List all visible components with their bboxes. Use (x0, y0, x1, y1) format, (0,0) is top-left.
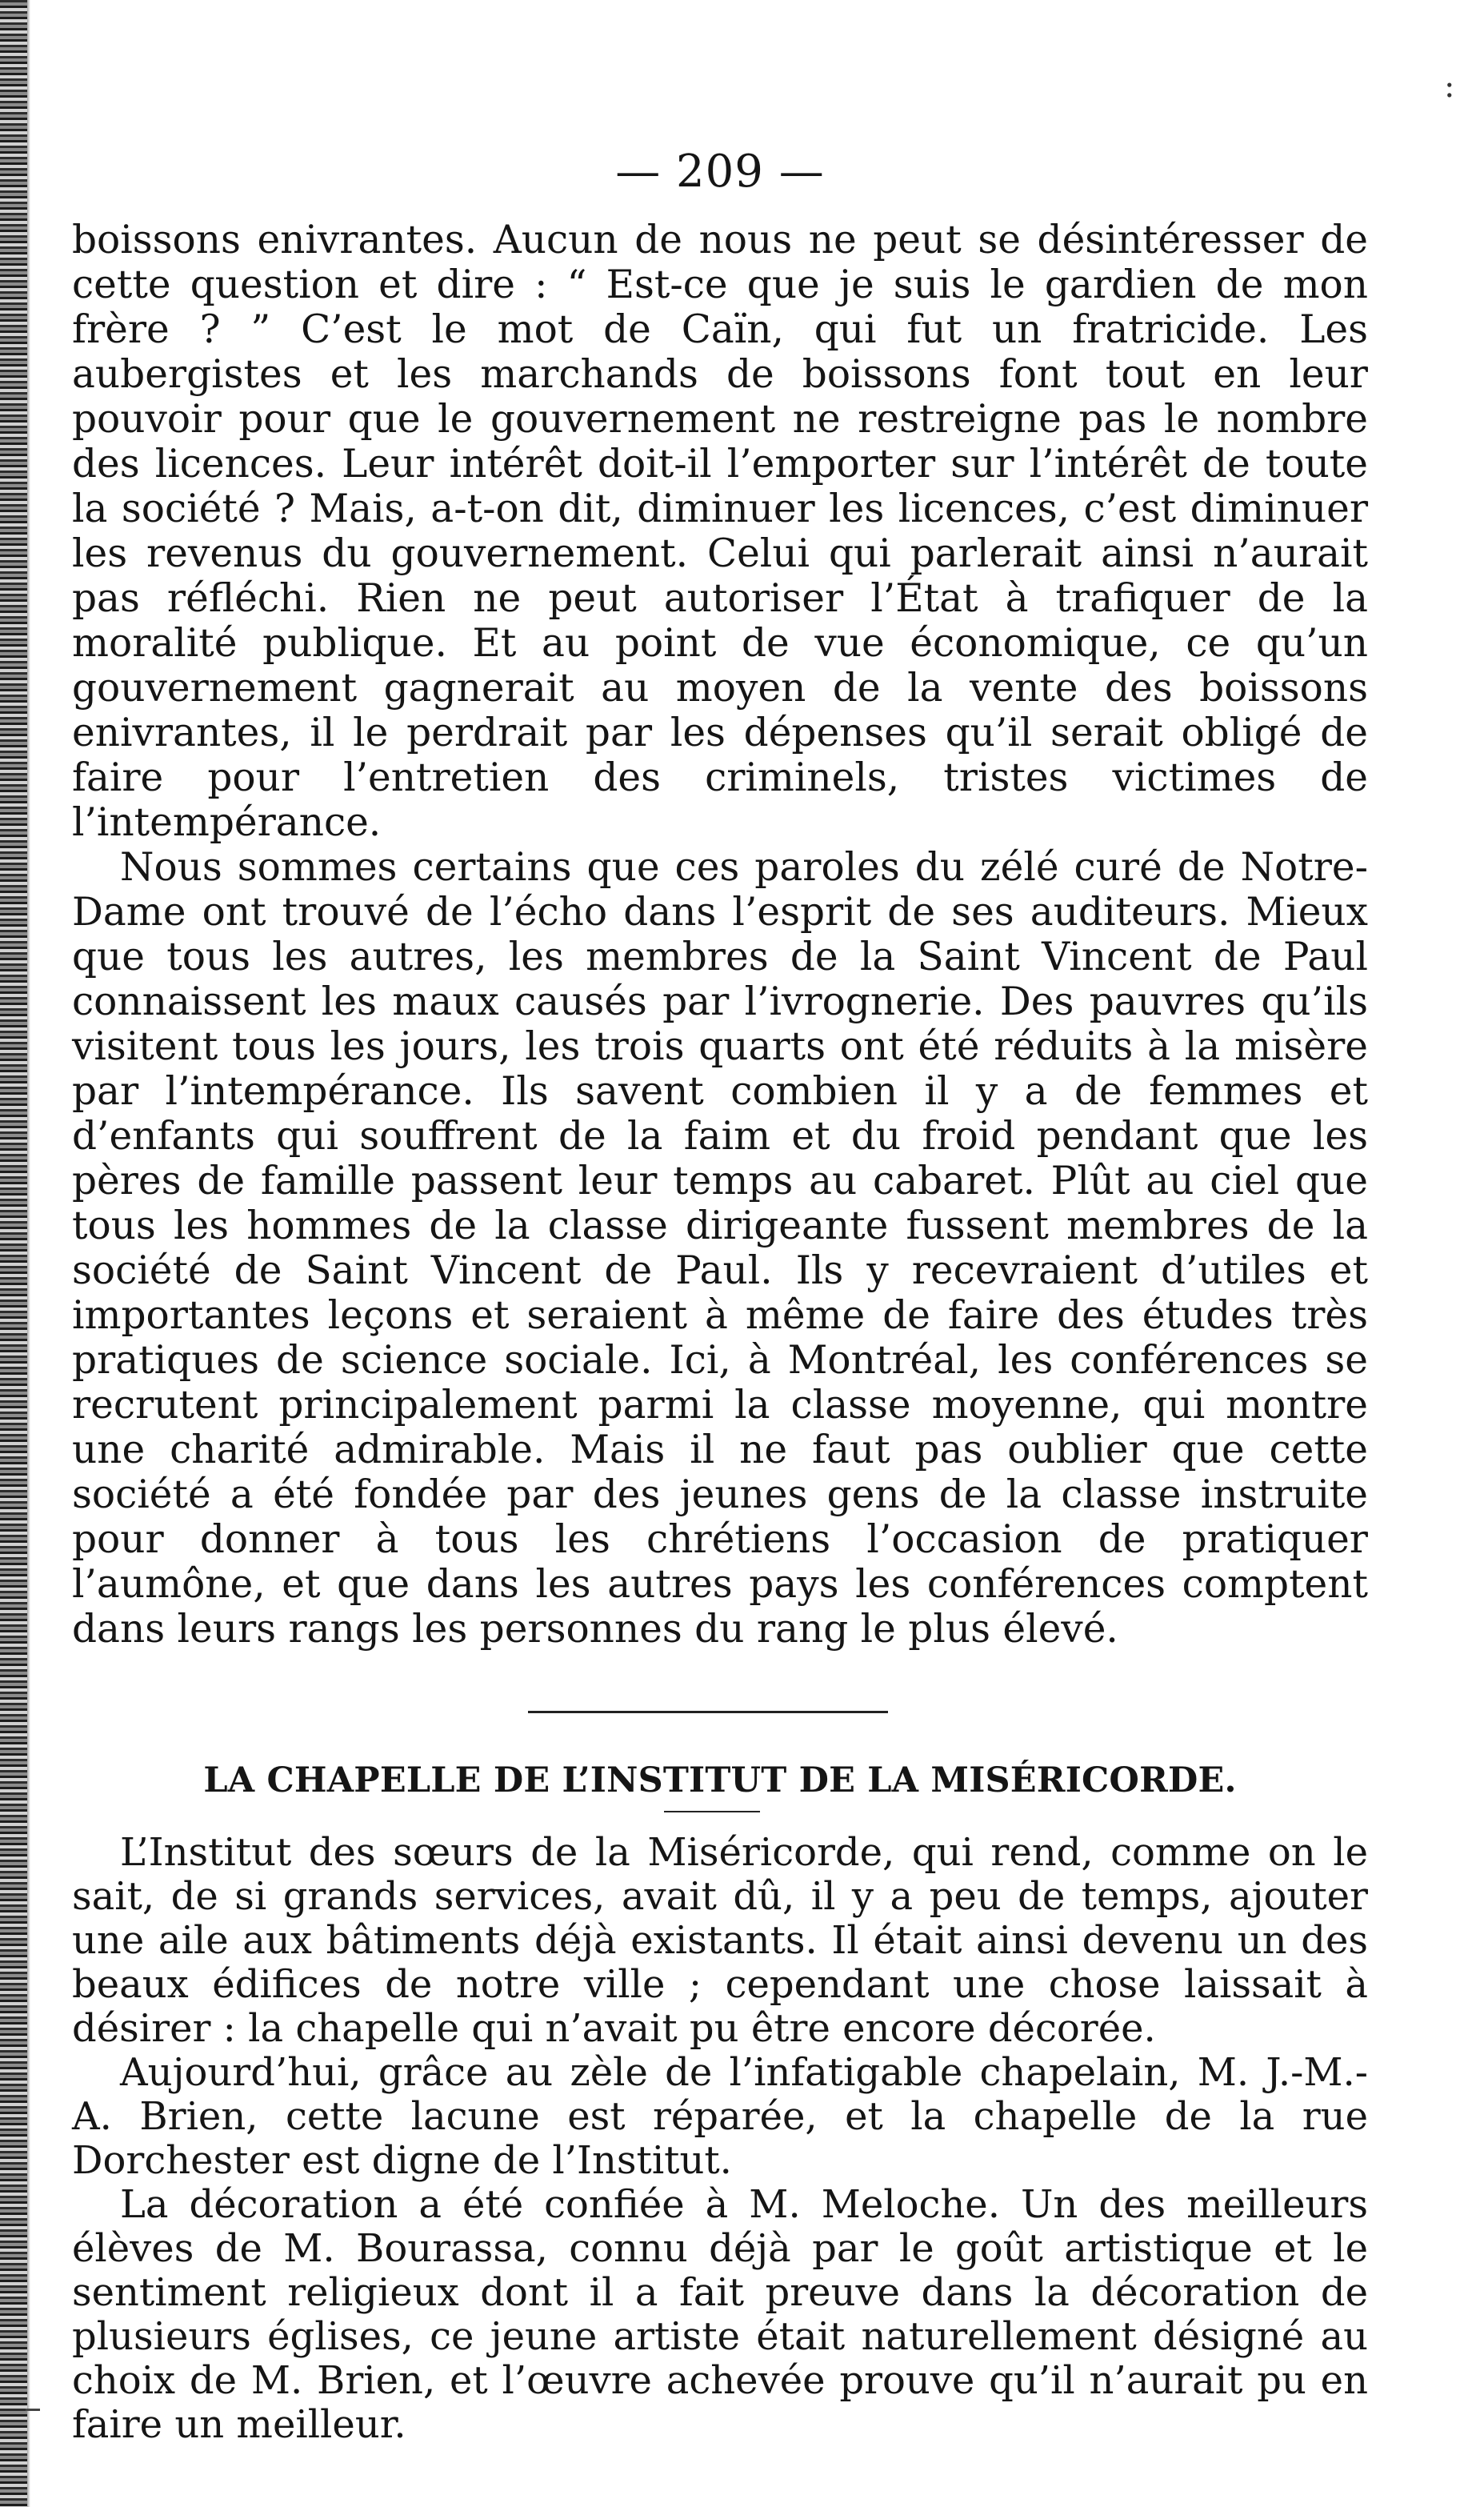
body-text (72, 218, 1368, 1652)
section-paragraph: Aujourd’hui, grâce au zèle de l’infatigable chapelain, M. J.-M.-A. Brien, cette lacune est réparée, et la chapelle de la rue Dorchester est digne de l’Institut. (72, 2050, 1368, 2183)
section-divider (528, 1711, 888, 1713)
body-paragraph: Nous sommes certains que ces paroles du zélé curé de Notre-Dame ont trouvé de l’écho dans l’esprit de ses auditeurs. Mieux que tous les autres, les membres de la Saint Vincent de Paul connaissent les maux causés par l’ivrognerie. Des pauvres qu’ils visitent tous les jours, les trois quarts ont été réduits à la misère par l’intempérance. Ils savent combien il y a de femmes et d’enfants qui souffrent de la faim et du froid pendant que les pères de famille passent leur temps au cabaret. Plût au ciel que tous les hommes de la classe dirigeante fussent membres de la société de Saint Vincent de Paul. Ils y recevraient d’utiles et importantes leçons et seraient à même de faire des études très pratiques de science sociale. Ici, à Montréal, les conférences se recrutent principalement parmi la classe moyenne, qui montre une charité admirable. Mais il ne faut pas oublier que cette société a été fondée par des jeunes gens de la classe instruite pour donner à tous les chrétiens l’occasion de pratiquer l’aumône, et que dans les autres pays les conférences comptent dans leurs rangs les personnes du rang le plus élevé. (72, 845, 1368, 1652)
section-text (72, 1831, 1368, 2447)
edge-tick-mark (26, 2409, 40, 2411)
section-paragraph: La décoration a été confiée à M. Meloche. Un des meilleurs élèves de M. Bourassa, connu déjà par le goût artistique et le sentiment religieux dont il a fait preuve dans la décoration de plusieurs églises, ce jeune artiste était naturellement désigné au choix de M. Brien, et l’œuvre achevée prouve qu’il n’aurait pu en faire un meilleur. (72, 2182, 1368, 2447)
section-title: LA CHAPELLE DE L’INSTITUT DE LA MISÉRICORDE. (203, 1760, 1237, 1800)
document-page (72, 144, 1368, 2449)
margin-mark: : (1444, 68, 1455, 105)
binding-edge-decoration (0, 0, 27, 2507)
title-underline (664, 1811, 760, 1812)
body-paragraph: boissons enivrantes. Aucun de nous ne peut se désintéresser de cette question et dire : “ Est-ce que je suis le gardien de mon frère ? ” C’est le mot de Caïn, qui fut un fratricide. Les aubergistes et les marchands de boissons font tout en leur pouvoir pour que le gouvernement ne restreigne pas le nombre des licences. Leur intérêt doit-il l’emporter sur l’intérêt de toute la société ? Mais, a-t-on dit, diminuer les licences, c’est diminuer les revenus du gouvernement. Celui qui parlerait ainsi n’aurait pas réfléchi. Rien ne peut autoriser l’État à trafiquer de la moralité publique. Et au point de vue économique, ce qu’un gouvernement gagnerait au moyen de la vente des boissons enivrantes, il le perdrait par les dépenses qu’il serait obligé de faire pour l’entretien des criminels, tristes victimes de l’intempérance. (72, 218, 1368, 845)
section-paragraph: L’Institut des sœurs de la Miséricorde, qui rend, comme on le sait, de si grands services, avait dû, il y a peu de temps, ajouter une aile aux bâtiments déjà existants. Il était ainsi devenu un des beaux édifices de notre ville ; cependant une chose laissait à désirer : la chapelle qui n’avait pu être encore décorée. (72, 1830, 1368, 2051)
page-number: — 209 — (615, 146, 825, 198)
